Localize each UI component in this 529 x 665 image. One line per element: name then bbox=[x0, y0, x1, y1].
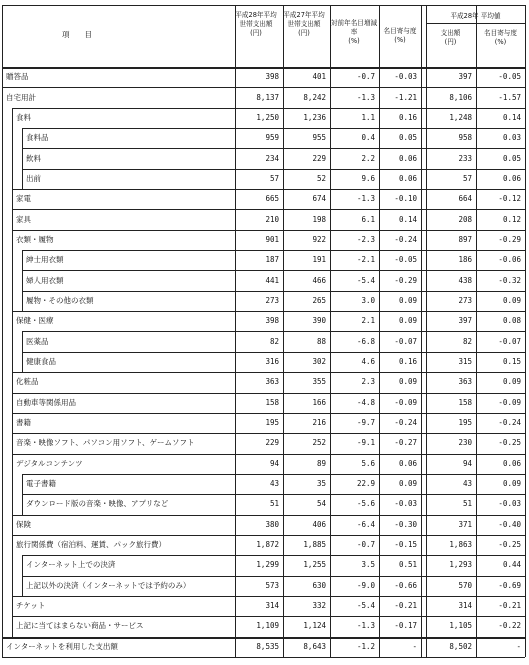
row-label: 電子書籍 bbox=[26, 479, 56, 489]
indent-border bbox=[22, 494, 23, 514]
row-label: インターネットを利用した支出額 bbox=[6, 641, 118, 651]
row-label: 衣類・履物 bbox=[16, 234, 54, 244]
cell-contrib: -0.24 bbox=[394, 418, 417, 428]
cell-yoy: -1.3 bbox=[356, 194, 375, 204]
cell-h28: 8,535 bbox=[256, 641, 279, 651]
cell-avg-contrib: -0.25 bbox=[498, 438, 521, 448]
cell-avg-spend: 94 bbox=[462, 458, 472, 468]
cell-h27: 406 bbox=[312, 519, 326, 529]
table-bottom-border bbox=[2, 657, 525, 658]
cell-contrib: 0.06 bbox=[398, 173, 417, 183]
cell-contrib: 0.16 bbox=[398, 112, 417, 122]
row-label: 出前 bbox=[26, 173, 41, 183]
indent-border bbox=[12, 413, 13, 433]
row-border bbox=[12, 189, 525, 190]
cell-contrib: 0.09 bbox=[398, 377, 417, 387]
cell-avg-contrib: 0.14 bbox=[502, 112, 521, 122]
cell-avg-spend: 897 bbox=[458, 234, 472, 244]
cell-h27: 89 bbox=[316, 458, 326, 468]
cell-h28: 901 bbox=[265, 234, 279, 244]
spending-table bbox=[2, 5, 525, 657]
cell-contrib: -0.30 bbox=[394, 519, 417, 529]
cell-h27: 302 bbox=[312, 357, 326, 366]
row-border bbox=[12, 433, 525, 434]
cell-avg-spend: 1,863 bbox=[449, 540, 472, 550]
cell-avg-contrib: -0.32 bbox=[498, 275, 521, 285]
cell-yoy: -1.2 bbox=[356, 641, 375, 651]
row-border bbox=[22, 352, 525, 353]
cell-contrib: -0.07 bbox=[394, 336, 417, 346]
row-label: 自宅用計 bbox=[6, 92, 36, 102]
cell-yoy: 3.5 bbox=[361, 560, 375, 570]
cell-yoy: 6.1 bbox=[361, 214, 375, 224]
indent-border bbox=[12, 596, 13, 616]
row-border bbox=[22, 291, 525, 292]
cell-yoy: -1.3 bbox=[356, 621, 375, 631]
row-border bbox=[22, 250, 525, 251]
cell-yoy: 9.6 bbox=[361, 173, 375, 183]
cell-avg-spend: 958 bbox=[458, 133, 472, 143]
cell-h27: 35 bbox=[316, 479, 326, 489]
cell-yoy: -9.0 bbox=[356, 580, 375, 590]
indent-border bbox=[12, 148, 13, 168]
indent-border bbox=[22, 576, 23, 596]
cell-h28: 1,250 bbox=[256, 112, 279, 122]
cell-h27: 252 bbox=[312, 438, 326, 448]
cell-avg-spend: 82 bbox=[462, 336, 472, 346]
cell-yoy: -5.4 bbox=[356, 601, 375, 611]
cell-contrib: 0.05 bbox=[398, 133, 417, 143]
row-border bbox=[2, 87, 525, 88]
cell-yoy: 5.6 bbox=[361, 458, 375, 468]
row-label: 家電 bbox=[16, 194, 31, 204]
cell-avg-spend: 43 bbox=[462, 479, 472, 489]
cell-avg-spend: 570 bbox=[458, 580, 472, 590]
cell-h28: 398 bbox=[265, 72, 279, 82]
indent-border bbox=[12, 189, 13, 209]
header-h27-label: 平成27年平均世帯支出額 bbox=[283, 11, 325, 28]
cell-contrib: -0.09 bbox=[394, 397, 417, 407]
header-yoy-label: 対前年名目増減率 bbox=[330, 19, 378, 36]
cell-yoy: 4.6 bbox=[361, 357, 375, 366]
header-avg-contrib bbox=[476, 29, 525, 47]
row-border bbox=[22, 148, 525, 149]
cell-contrib: -0.05 bbox=[394, 255, 417, 265]
cell-h28: 398 bbox=[265, 316, 279, 326]
cell-yoy: -6.4 bbox=[356, 519, 375, 529]
header-h27-unit: (円) bbox=[298, 28, 310, 37]
header-h28 bbox=[235, 11, 277, 38]
cell-contrib: -0.29 bbox=[394, 275, 417, 285]
cell-avg-spend: 233 bbox=[458, 153, 472, 163]
row-border bbox=[12, 230, 525, 231]
cell-h28: 316 bbox=[265, 357, 279, 366]
cell-h28: 1,109 bbox=[256, 621, 279, 631]
cell-avg-contrib: 0.08 bbox=[502, 316, 521, 326]
cell-h28: 665 bbox=[265, 194, 279, 204]
cell-h27: 54 bbox=[316, 499, 326, 509]
cell-h28: 234 bbox=[265, 153, 279, 163]
cell-avg-contrib: -0.29 bbox=[498, 234, 521, 244]
row-border bbox=[22, 331, 525, 332]
cell-yoy: -0.7 bbox=[356, 72, 375, 82]
cell-contrib: -0.03 bbox=[394, 72, 417, 82]
cell-avg-spend: 8,502 bbox=[449, 641, 472, 651]
cell-contrib: -1.21 bbox=[394, 92, 417, 102]
row-label: 音楽・映像ソフト、パソコン用ソフト、ゲームソフト bbox=[16, 438, 195, 448]
row-border bbox=[12, 454, 525, 455]
row-label: 上記以外の決済（インターネットでは予約のみ） bbox=[26, 580, 191, 590]
row-border bbox=[12, 209, 525, 210]
row-border bbox=[2, 637, 525, 639]
cell-yoy: 1.1 bbox=[361, 112, 375, 122]
indent-border bbox=[12, 331, 13, 351]
cell-yoy: 2.1 bbox=[361, 316, 375, 326]
indent-border bbox=[22, 291, 23, 311]
indent-border bbox=[22, 331, 23, 351]
row-label: デジタルコンテンツ bbox=[16, 458, 83, 468]
row-label: 自動車等関係用品 bbox=[16, 397, 76, 407]
cell-avg-spend: 1,248 bbox=[449, 112, 472, 122]
row-label: 健康食品 bbox=[26, 357, 56, 366]
cell-h28: 273 bbox=[265, 295, 279, 305]
cell-h28: 8,137 bbox=[256, 92, 279, 102]
cell-h27: 1,255 bbox=[303, 560, 326, 570]
cell-avg-contrib: -0.24 bbox=[498, 418, 521, 428]
cell-contrib: -0.03 bbox=[394, 499, 417, 509]
indent-border bbox=[12, 169, 13, 189]
row-border bbox=[22, 494, 525, 495]
cell-h27: 1,885 bbox=[303, 540, 326, 550]
indent-border bbox=[12, 454, 13, 474]
row-label: 化粧品 bbox=[16, 377, 39, 387]
cell-yoy: -4.8 bbox=[356, 397, 375, 407]
cell-avg-contrib: 0.12 bbox=[502, 214, 521, 224]
cell-avg-spend: 51 bbox=[462, 499, 472, 509]
cell-h28: 187 bbox=[265, 255, 279, 265]
cell-avg-spend: 363 bbox=[458, 377, 472, 387]
cell-contrib: -0.15 bbox=[394, 540, 417, 550]
indent-border bbox=[12, 616, 13, 636]
cell-contrib: -0.10 bbox=[394, 194, 417, 204]
cell-h27: 466 bbox=[312, 275, 326, 285]
cell-avg-contrib: - bbox=[516, 641, 521, 651]
indent-border bbox=[12, 209, 13, 229]
cell-avg-spend: 195 bbox=[458, 418, 472, 428]
cell-yoy: 2.3 bbox=[361, 377, 375, 387]
cell-avg-contrib: 0.44 bbox=[502, 560, 521, 570]
row-label: 食料 bbox=[16, 112, 31, 122]
cell-yoy: -2.3 bbox=[356, 234, 375, 244]
cell-h28: 158 bbox=[265, 397, 279, 407]
cell-h28: 363 bbox=[265, 377, 279, 387]
indent-border bbox=[22, 270, 23, 290]
cell-h28: 57 bbox=[269, 173, 279, 183]
cell-h28: 1,872 bbox=[256, 540, 279, 550]
cell-avg-contrib: 0.09 bbox=[502, 295, 521, 305]
cell-yoy: -6.8 bbox=[356, 336, 375, 346]
cell-avg-contrib: -0.69 bbox=[498, 580, 521, 590]
cell-h27: 229 bbox=[312, 153, 326, 163]
cell-avg-contrib: -0.07 bbox=[498, 336, 521, 346]
cell-avg-contrib: -0.22 bbox=[498, 621, 521, 631]
indent-border bbox=[12, 352, 13, 372]
header-avg-contrib-label: 名目寄与度 bbox=[484, 29, 517, 37]
column-border bbox=[525, 5, 526, 657]
cell-h27: 198 bbox=[312, 214, 326, 224]
row-border bbox=[12, 108, 525, 109]
row-border bbox=[12, 616, 525, 617]
cell-yoy: 0.4 bbox=[361, 133, 375, 143]
cell-avg-contrib: 0.15 bbox=[502, 357, 521, 366]
indent-border bbox=[12, 474, 13, 494]
header-yoy-unit: (%) bbox=[348, 36, 360, 45]
cell-h28: 573 bbox=[265, 580, 279, 590]
cell-avg-spend: 230 bbox=[458, 438, 472, 448]
cell-h27: 52 bbox=[316, 173, 326, 183]
cell-yoy: -1.3 bbox=[356, 92, 375, 102]
cell-avg-contrib: -1.57 bbox=[498, 92, 521, 102]
cell-h27: 265 bbox=[312, 295, 326, 305]
cell-avg-contrib: -0.05 bbox=[498, 72, 521, 82]
cell-h28: 229 bbox=[265, 438, 279, 448]
row-label: 旅行関係費（宿泊料、運賃、パック旅行費） bbox=[16, 540, 166, 550]
cell-h27: 955 bbox=[312, 133, 326, 143]
cell-h28: 1,299 bbox=[256, 560, 279, 570]
row-label: 保険 bbox=[16, 519, 31, 529]
indent-border bbox=[12, 433, 13, 453]
column-border bbox=[2, 5, 3, 657]
row-border bbox=[22, 555, 525, 556]
row-border bbox=[12, 535, 525, 536]
cell-contrib: 0.06 bbox=[398, 153, 417, 163]
row-label: 上記に当てはまらない商品・サービス bbox=[16, 621, 144, 631]
indent-border bbox=[12, 555, 13, 575]
indent-border bbox=[12, 128, 13, 148]
header-h28-label: 平成28年平均世帯支出額 bbox=[235, 11, 277, 28]
cell-h27: 88 bbox=[316, 336, 326, 346]
indent-border bbox=[12, 311, 13, 331]
indent-border bbox=[22, 250, 23, 270]
indent-border bbox=[12, 291, 13, 311]
cell-contrib: -0.66 bbox=[394, 580, 417, 590]
cell-avg-contrib: -0.03 bbox=[498, 499, 521, 509]
cell-contrib: 0.06 bbox=[398, 458, 417, 468]
row-label: 婦人用衣類 bbox=[26, 275, 64, 285]
row-label: 書籍 bbox=[16, 418, 31, 428]
cell-contrib: 0.51 bbox=[398, 560, 417, 570]
cell-avg-spend: 57 bbox=[462, 173, 472, 183]
indent-border bbox=[22, 148, 23, 168]
row-border bbox=[12, 596, 525, 597]
cell-contrib: -0.27 bbox=[394, 438, 417, 448]
cell-h28: 195 bbox=[265, 418, 279, 428]
row-border bbox=[12, 372, 525, 373]
header-avg-title: 平成28年 平均値 bbox=[450, 12, 501, 20]
indent-border bbox=[12, 108, 13, 128]
cell-contrib: 0.09 bbox=[398, 316, 417, 326]
cell-avg-spend: 397 bbox=[458, 316, 472, 326]
indent-border bbox=[12, 576, 13, 596]
header-contrib-label: 名目寄与度 bbox=[383, 27, 417, 35]
cell-contrib: -0.17 bbox=[394, 621, 417, 631]
indent-border bbox=[12, 230, 13, 250]
table-top-border bbox=[2, 5, 525, 6]
cell-avg-contrib: -0.25 bbox=[498, 540, 521, 550]
cell-h28: 82 bbox=[269, 336, 279, 346]
indent-border bbox=[12, 250, 13, 270]
header-avg-spend-unit: (円) bbox=[444, 37, 457, 46]
cell-contrib: - bbox=[412, 641, 417, 651]
cell-avg-spend: 371 bbox=[458, 519, 472, 529]
cell-h28: 94 bbox=[269, 458, 279, 468]
row-label: インターネット上での決済 bbox=[26, 560, 116, 570]
cell-yoy: -5.4 bbox=[356, 275, 375, 285]
cell-h27: 922 bbox=[312, 234, 326, 244]
cell-h27: 390 bbox=[312, 316, 326, 326]
cell-h27: 1,124 bbox=[303, 621, 326, 631]
indent-border bbox=[12, 270, 13, 290]
cell-h27: 630 bbox=[312, 580, 326, 590]
cell-avg-contrib: 0.09 bbox=[502, 479, 521, 489]
cell-yoy: 22.9 bbox=[356, 479, 375, 489]
cell-h28: 51 bbox=[269, 499, 279, 509]
cell-h28: 210 bbox=[265, 214, 279, 224]
row-label: 食料品 bbox=[26, 133, 49, 143]
cell-yoy: -9.1 bbox=[356, 438, 375, 448]
header-avg-contrib-unit: (%) bbox=[494, 37, 507, 46]
cell-h27: 401 bbox=[312, 72, 326, 82]
cell-h27: 332 bbox=[312, 601, 326, 611]
row-border bbox=[22, 169, 525, 170]
cell-contrib: 0.09 bbox=[398, 479, 417, 489]
cell-avg-contrib: -0.12 bbox=[498, 194, 521, 204]
row-label: ダウンロード版の音楽・映像、アプリなど bbox=[26, 499, 169, 509]
cell-avg-spend: 438 bbox=[458, 275, 472, 285]
cell-avg-contrib: -0.21 bbox=[498, 601, 521, 611]
cell-contrib: -0.21 bbox=[394, 601, 417, 611]
cell-yoy: -9.7 bbox=[356, 418, 375, 428]
row-border bbox=[22, 128, 525, 129]
row-border bbox=[22, 474, 525, 475]
header-h28-unit: (円) bbox=[250, 28, 262, 37]
cell-avg-spend: 8,106 bbox=[449, 92, 472, 102]
row-label: 飲料 bbox=[26, 153, 41, 163]
indent-border bbox=[12, 393, 13, 413]
cell-avg-contrib: 0.06 bbox=[502, 458, 521, 468]
header-avg-spend bbox=[426, 29, 475, 47]
cell-avg-spend: 1,293 bbox=[449, 560, 472, 570]
row-label: 家具 bbox=[16, 214, 31, 224]
indent-border bbox=[22, 169, 23, 189]
cell-contrib: -0.24 bbox=[394, 234, 417, 244]
cell-h27: 674 bbox=[312, 194, 326, 204]
cell-contrib: 0.09 bbox=[398, 295, 417, 305]
cell-h27: 216 bbox=[312, 418, 326, 428]
header-contrib bbox=[379, 27, 421, 45]
cell-avg-spend: 273 bbox=[458, 295, 472, 305]
indent-border bbox=[22, 352, 23, 372]
header-item: 項 目 bbox=[62, 30, 92, 39]
row-border bbox=[12, 413, 525, 414]
cell-contrib: 0.16 bbox=[398, 357, 417, 366]
cell-h27: 355 bbox=[312, 377, 326, 387]
cell-h28: 380 bbox=[265, 519, 279, 529]
cell-avg-contrib: 0.03 bbox=[502, 133, 521, 143]
cell-h27: 1,236 bbox=[303, 112, 326, 122]
row-border bbox=[22, 270, 525, 271]
cell-yoy: -5.6 bbox=[356, 499, 375, 509]
cell-yoy: 2.2 bbox=[361, 153, 375, 163]
cell-h28: 314 bbox=[265, 601, 279, 611]
row-label: 保健・医療 bbox=[16, 316, 54, 326]
cell-avg-spend: 397 bbox=[458, 72, 472, 82]
row-label: 贈答品 bbox=[6, 72, 29, 82]
row-label: 医薬品 bbox=[26, 336, 49, 346]
row-border bbox=[22, 576, 525, 577]
header-yoy bbox=[330, 19, 378, 46]
cell-avg-contrib: -0.06 bbox=[498, 255, 521, 265]
row-label: 紳士用衣類 bbox=[26, 255, 64, 265]
indent-border bbox=[12, 535, 13, 555]
cell-contrib: 0.14 bbox=[398, 214, 417, 224]
cell-avg-spend: 186 bbox=[458, 255, 472, 265]
cell-yoy: -0.7 bbox=[356, 540, 375, 550]
row-label: チケット bbox=[16, 601, 46, 611]
header-avg-spend-label: 支出額 bbox=[440, 29, 461, 37]
cell-h27: 191 bbox=[312, 255, 326, 265]
indent-border bbox=[12, 515, 13, 535]
row-border bbox=[12, 515, 525, 516]
cell-avg-contrib: -0.40 bbox=[498, 519, 521, 529]
cell-avg-spend: 208 bbox=[458, 214, 472, 224]
cell-avg-contrib: -0.09 bbox=[498, 397, 521, 407]
indent-border bbox=[12, 494, 13, 514]
cell-avg-spend: 315 bbox=[458, 357, 472, 366]
row-border bbox=[12, 311, 525, 312]
cell-avg-contrib: 0.06 bbox=[502, 173, 521, 183]
indent-border bbox=[22, 474, 23, 494]
cell-avg-spend: 664 bbox=[458, 194, 472, 204]
cell-avg-spend: 314 bbox=[458, 601, 472, 611]
cell-h28: 959 bbox=[265, 133, 279, 143]
cell-h27: 166 bbox=[312, 397, 326, 407]
cell-avg-spend: 158 bbox=[458, 397, 472, 407]
row-border bbox=[12, 393, 525, 394]
cell-h27: 8,242 bbox=[303, 92, 326, 102]
cell-avg-contrib: 0.09 bbox=[502, 377, 521, 387]
header-contrib-unit: (%) bbox=[394, 35, 406, 44]
header-bottom-border bbox=[2, 67, 525, 69]
row-label: 履物・その他の衣類 bbox=[26, 295, 94, 305]
indent-border bbox=[22, 555, 23, 575]
cell-h28: 43 bbox=[269, 479, 279, 489]
indent-border bbox=[22, 128, 23, 148]
cell-avg-contrib: 0.05 bbox=[502, 153, 521, 163]
cell-h27: 8,643 bbox=[303, 641, 326, 651]
cell-yoy: -2.1 bbox=[356, 255, 375, 265]
cell-yoy: 3.0 bbox=[361, 295, 375, 305]
cell-avg-spend: 1,105 bbox=[449, 621, 472, 631]
header-h27 bbox=[283, 11, 325, 38]
cell-h28: 441 bbox=[265, 275, 279, 285]
indent-border bbox=[12, 372, 13, 392]
